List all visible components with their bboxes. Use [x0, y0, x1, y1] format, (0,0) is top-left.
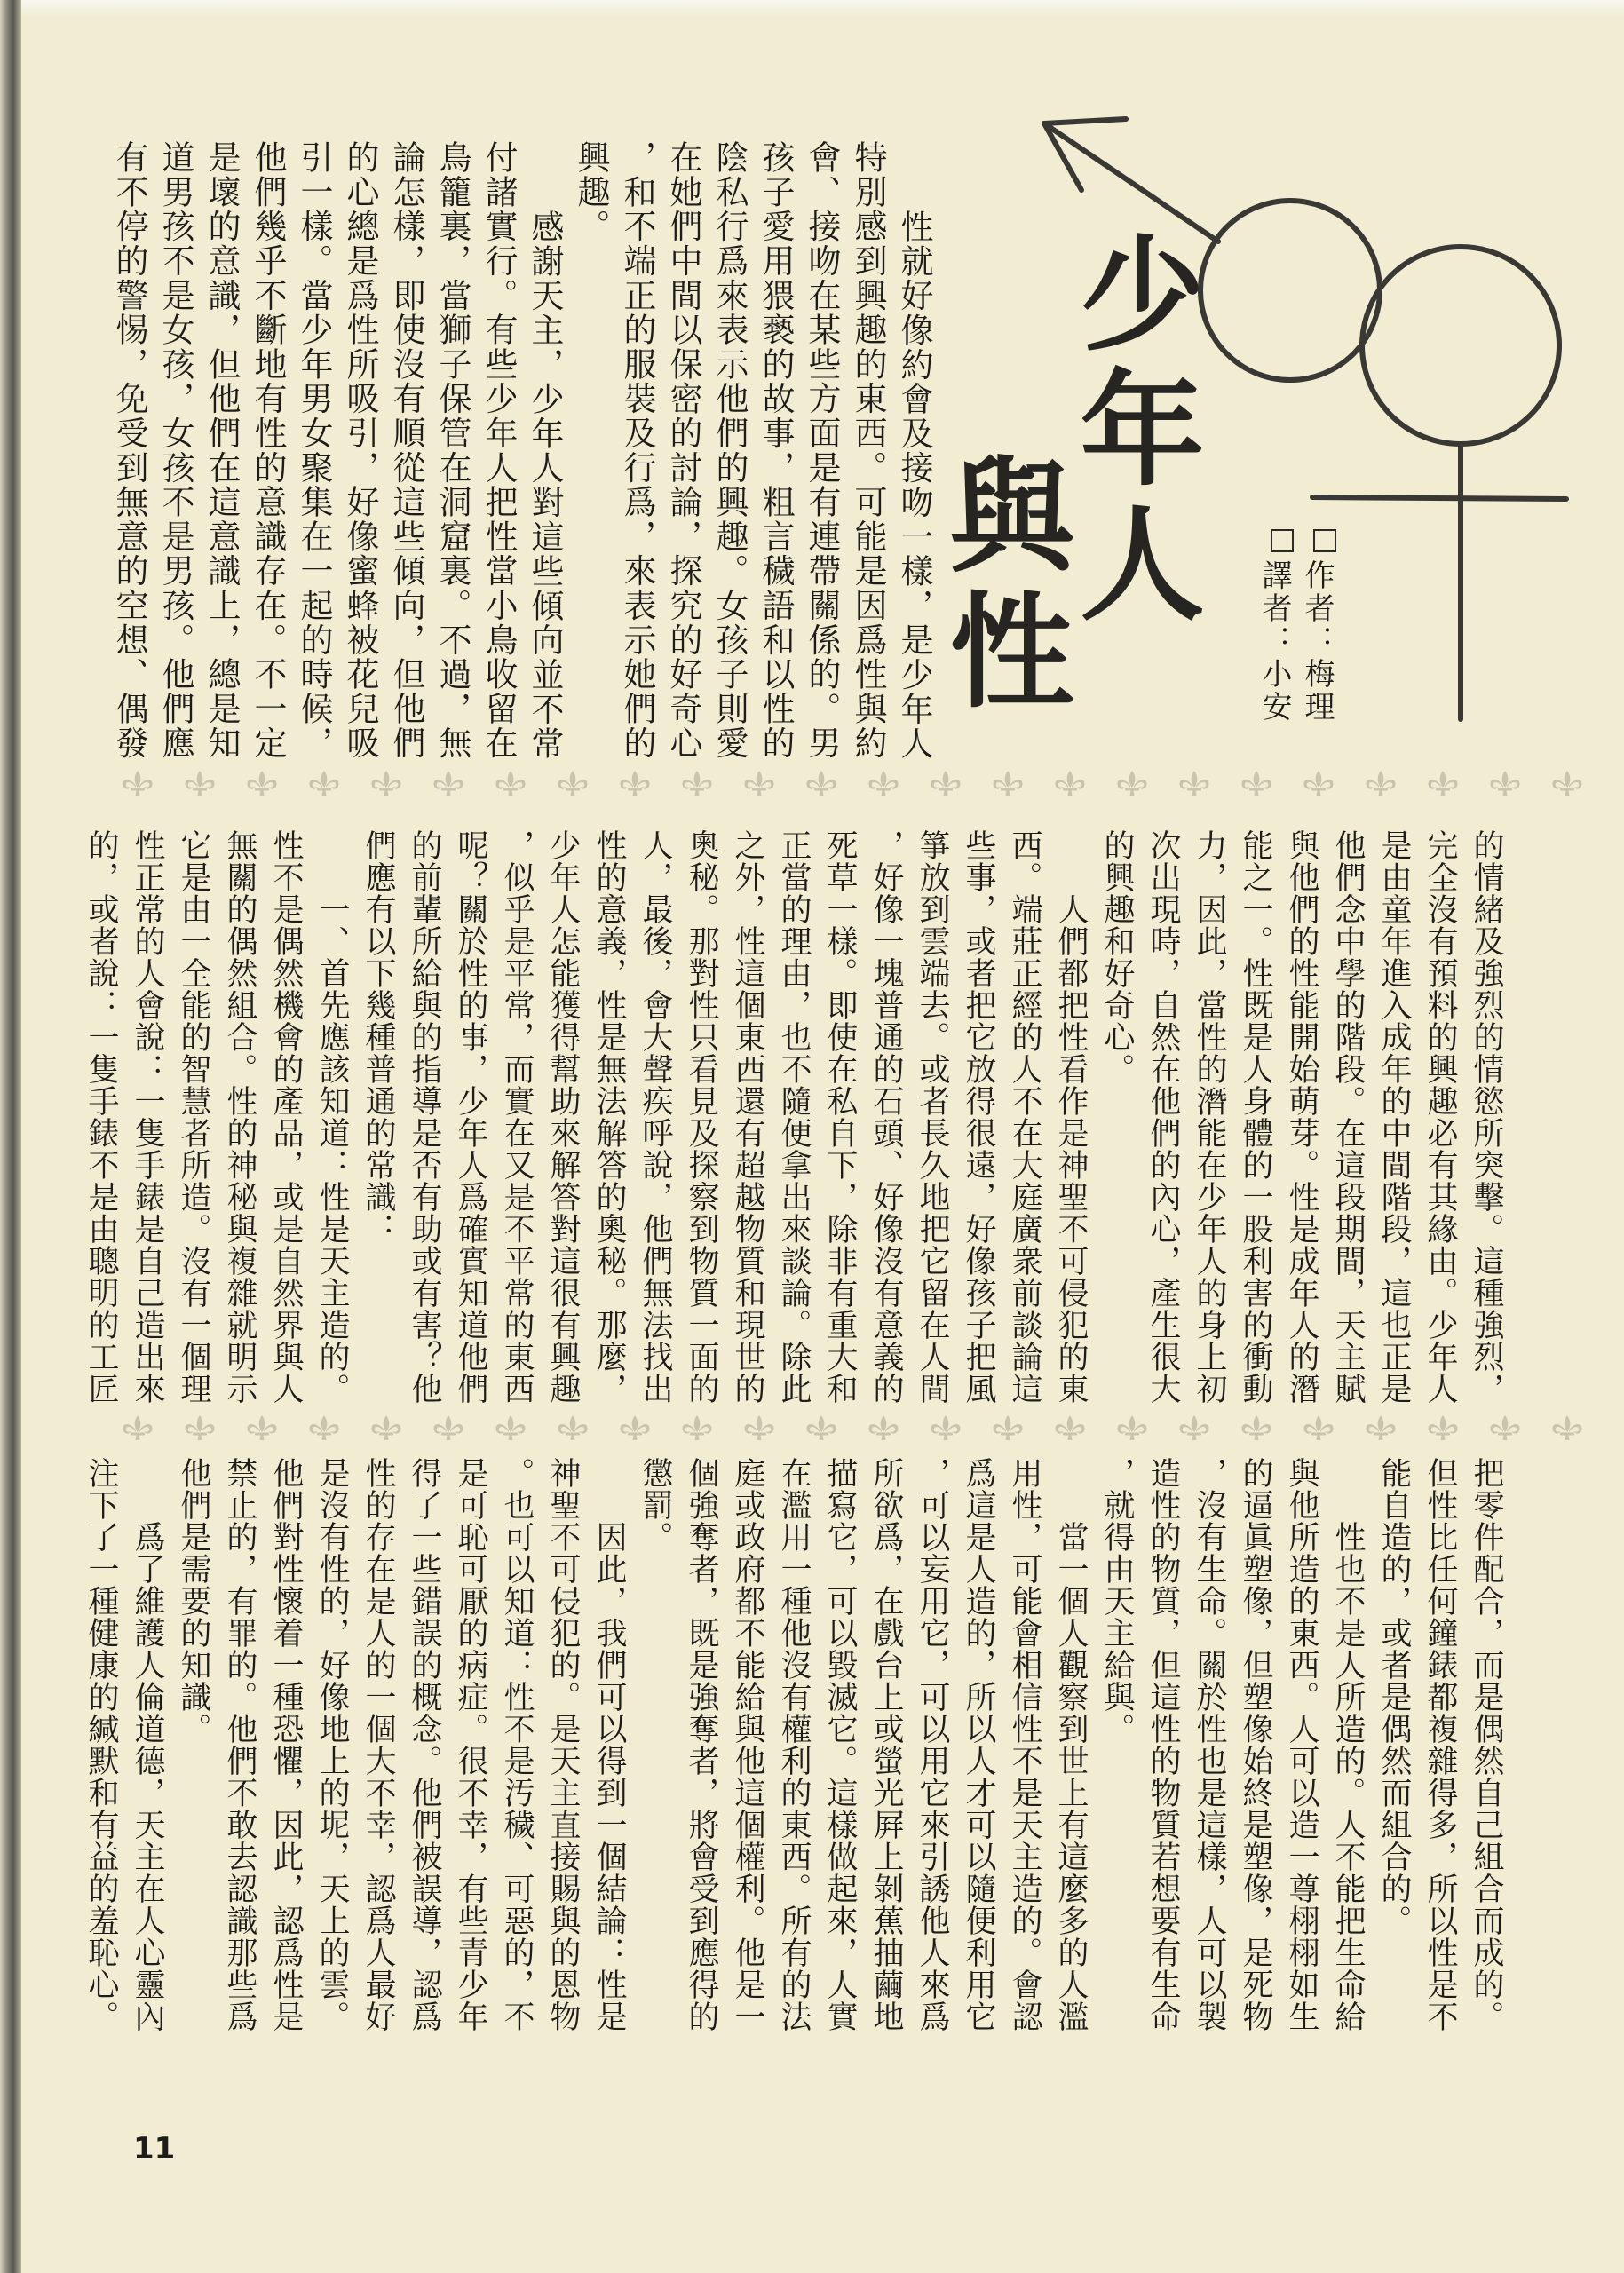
text-column: ，和不端正的服裝及行爲，來表示她們的	[618, 140, 656, 761]
text-column: 神聖不可侵犯的。是天主直接賜與的恩物	[545, 1457, 581, 2032]
text-column: 是由童年進入成年的中間階段，這也正是	[1376, 829, 1412, 1405]
text-column: 的心總是爲性所吸引，好像蜜蜂被花兒吸	[341, 140, 379, 761]
text-column: 道男孩不是女孩，女孩不是男孩。他們應	[156, 140, 194, 761]
text-column: 呢？關於性的事，少年人爲確實知道他們	[453, 829, 488, 1405]
text-column: ，好像一塊普通的石頭、好像沒有意義的	[868, 829, 904, 1405]
text-column: 性就好像約會及接吻一樣，是少年人	[895, 210, 933, 761]
text-column: ，似乎是平常，而實在又是不平常的東西	[499, 829, 535, 1405]
fleur-de-lis-divider-top	[107, 769, 1589, 797]
text-column: 付諸實行。有些少年人把性當小鳥收留在	[479, 140, 518, 761]
text-column: 興趣。	[572, 140, 610, 244]
text-column: 。也可以知道：性不是汚穢、可惡的，不	[499, 1457, 535, 2032]
text-column: ，沒有生命。關於性也是這樣，人可以製	[1192, 1457, 1227, 2032]
text-column: 引一樣。當少年男女聚集在一起的時候，	[295, 140, 333, 761]
text-column: 是壞的意識，但他們在這意識上，總是知	[202, 140, 241, 761]
text-column: 性也不是人所造的。人不能把生命給	[1330, 1521, 1366, 2032]
text-column: 正當的理由，也不隨便拿出來談論。除此	[776, 829, 812, 1405]
body-text-band-top	[106, 140, 937, 762]
text-column: 人們都把性看作是神聖不可侵犯的東	[1053, 893, 1089, 1405]
text-column: 它是由一全能的智慧者所造。沒有一個理	[176, 829, 211, 1405]
article-title-line-1: 少年人	[1059, 229, 1204, 634]
page-binding-edge	[0, 0, 21, 2273]
square-bullet-icon	[1313, 529, 1336, 552]
female-symbol-icon	[1312, 247, 1566, 719]
text-column: 但性比任何鐘錶都複雜得多，所以性是不	[1422, 1457, 1458, 2032]
text-column: 爲了維護人倫道德，天主在人心靈內	[130, 1521, 165, 2032]
author-text: 作者：梅理	[1299, 559, 1335, 724]
translator-text: 譯者：小安	[1256, 559, 1292, 724]
text-column: 性不是偶然機會的產品，或是自然界與人	[268, 829, 304, 1405]
text-column: 禁止的，有罪的。他們不敢去認識那些爲	[222, 1457, 257, 2032]
text-column: 他們對性懷着一種恐懼，因此，認爲性是	[268, 1457, 304, 2032]
text-column: 得了一些錯誤的概念。他們被誤導，認爲	[407, 1457, 442, 2032]
text-column: 注下了一種健康的緘默和有益的羞恥心。	[83, 1457, 119, 2032]
text-column: 描寫它，可以毀滅它。這樣做起來，人實	[822, 1457, 858, 2032]
text-column: 死草一樣。即使在私自下，除非有重大和	[822, 829, 858, 1405]
text-column: 人，最後，會大聲疾呼說，他們無法找出	[638, 829, 673, 1405]
text-column: 與他們的性能開始萌芽。性是成年人的潛	[1284, 829, 1319, 1405]
text-column: 的興趣和好奇心。	[1099, 829, 1135, 1085]
text-column: 個強奪者，既是強奪者，將會受到應得的	[684, 1457, 719, 2032]
text-column: 的前輩所給與的指導是否有助或有害？他	[407, 829, 442, 1405]
text-column: 在濫用一種他沒有權利的東西。所有的法	[776, 1457, 812, 2032]
author-byline	[1295, 529, 1338, 724]
text-column: 會、接吻在某些方面是有連帶關係的。男	[803, 140, 841, 761]
text-column: 們應有以下幾種普通的常識：	[360, 829, 396, 1245]
text-column: 是沒有性的，好像地上的坭，天上的雲。	[314, 1457, 350, 2032]
square-bullet-icon	[1271, 529, 1294, 552]
text-column: 與他所造的東西。人可以造一尊栩栩如生	[1284, 1457, 1319, 2032]
text-column: 把零件配合，而是偶然自己組合而成的。	[1469, 1457, 1504, 2032]
text-column: 西。端莊正經的人不在大庭廣衆前談論這	[1007, 829, 1042, 1405]
page-number: 11	[133, 2131, 176, 2166]
text-column: 是可恥可厭的病症。很不幸，有些青少年	[453, 1457, 488, 2032]
text-column: 性的意義，性是無法解答的奧秘。那麼，	[591, 829, 627, 1405]
text-column: 少年人怎能獲得幫助來解答對這很有興趣	[545, 829, 581, 1405]
body-text-band-bottom	[78, 1457, 1509, 2032]
text-column: 庭或政府都不能給與他這個權利。他是一	[730, 1457, 765, 2032]
text-column: 陰私行爲來表示他們的興趣。女孩子則愛	[710, 140, 749, 761]
page-top-edge	[21, 0, 1624, 18]
text-column: 次出現時，自然在他們的內心，產生很大	[1145, 829, 1181, 1405]
text-column: 箏放到雲端去。或者長久地把它留在人間	[915, 829, 950, 1405]
text-column: 他們幾乎不斷地有性的意識存在。不一定	[249, 140, 287, 761]
text-column: 奧秘。那對性只看見及探察到物質一面的	[684, 829, 719, 1405]
text-column: 能之一。性既是人身體的一股利害的衝動	[1238, 829, 1273, 1405]
text-column: 在她們中間以保密的討論，探究的好奇心	[664, 140, 702, 761]
text-column: 性的存在是人的一個大不幸，認爲人最好	[360, 1457, 396, 2032]
text-column: 的情緒及強烈的情慾所突擊。這種強烈，	[1469, 829, 1504, 1405]
text-column: 論怎樣，即使沒有順從這些傾向，但他們	[387, 140, 425, 761]
text-column: 特別感到興趣的東西。可能是因爲性與約	[849, 140, 887, 761]
text-column: 用性，可能會相信性不是天主造的。會認	[1007, 1457, 1042, 2032]
text-column: 爲這是人造的，所以人才可以隨便利用它	[961, 1457, 996, 2032]
text-column: 性正常的人會說：一隻手錶是自己造出來	[130, 829, 165, 1405]
text-column: 鳥籠裏，當獅子保管在洞窟裏。不過，無	[433, 140, 471, 761]
translator-byline	[1253, 529, 1295, 724]
text-column: 孩子愛用猥褻的故事，粗言穢語和以性的	[757, 140, 795, 761]
text-column: 有不停的警惕，免受到無意的空想、偶發	[110, 140, 148, 761]
body-text-band-middle	[78, 829, 1509, 1405]
text-column: 力，因此，當性的潛能在少年人的身上初	[1192, 829, 1227, 1405]
text-column: 能自造的，或者是偶然而組合的。	[1376, 1457, 1412, 1936]
text-column: 所欲爲，在戲台上或螢光屛上剝蕉抽繭地	[868, 1457, 904, 2032]
text-column: 因此，我們可以得到一個結論：性是	[591, 1521, 627, 2032]
fleur-de-lis-pattern	[107, 769, 1589, 797]
fleur-de-lis-divider-bottom	[107, 1414, 1589, 1442]
fleur-de-lis-pattern	[107, 1414, 1589, 1442]
text-column: 一、首先應該知道：性是天主造的。	[314, 893, 350, 1405]
text-column: ，可以妄用它，可以用它來引誘他人來爲	[915, 1457, 950, 2032]
text-column: 他們念中學的階段。在這段期間，天主賦	[1330, 829, 1366, 1405]
text-column: 當一個人觀察到世上有這麼多的人濫	[1053, 1521, 1089, 2032]
text-column: 無關的偶然組合。性的神秘與複雜就明示	[222, 829, 257, 1405]
text-column: 之外，性這個東西還有超越物質和現世的	[730, 829, 765, 1405]
text-column: 感謝天主，少年人對這些傾向並不常	[526, 210, 564, 761]
text-column: ，就得由天主給與。	[1099, 1457, 1135, 1745]
text-column: 的逼眞塑像，但塑像始終是塑像，是死物	[1238, 1457, 1273, 2032]
text-column: 懲罰。	[638, 1457, 673, 1553]
text-column: 造性的物質，但這性的物質若想要有生命	[1145, 1457, 1181, 2032]
text-column: 些事，或者把它放得很遠，好像孩子把風	[961, 829, 996, 1405]
text-column: 他們是需要的知識。	[176, 1457, 211, 1745]
article-title-line-2: 與性	[929, 451, 1073, 721]
text-column: 完全沒有預料的興趣必有其緣由。少年人	[1422, 829, 1458, 1405]
text-column: 的，或者說：一隻手錶不是由聰明的工匠	[83, 829, 119, 1405]
